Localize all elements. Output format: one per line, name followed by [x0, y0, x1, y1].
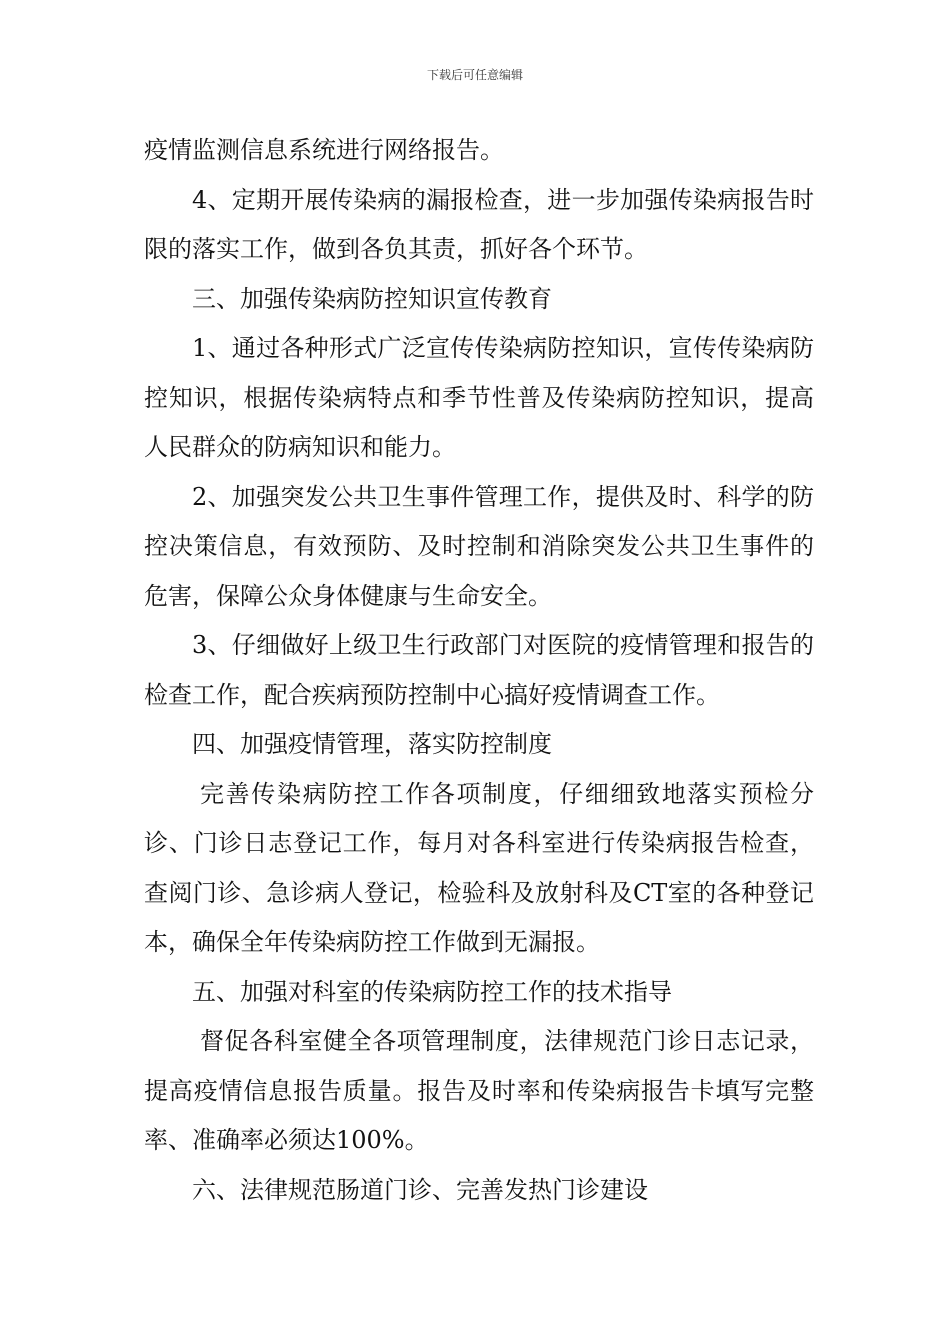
paragraph-item-3: 3、仔细做好上级卫生行政部门对医院的疫情管理和报告的检查工作，配合疾病预防控制中心搞好疫情调查工作。 — [144, 631, 814, 709]
paragraph-item-1: 1、通过各种形式广泛宣传传染病防控知识，宣传传染病防控知识，根据传染病特点和季节性普及传染病防控知识，提高人民群众的防病知识和能力。 — [144, 334, 814, 461]
paragraph-item-2: 2、加强突发公共卫生事件管理工作，提供及时、科学的防控决策信息，有效预防、及时控制和消除突发公共卫生事件的危害，保障公众身体健康与生命安全。 — [144, 482, 814, 610]
document-body — [144, 126, 814, 1215]
page-header: 下载后可任意编辑 — [426, 68, 523, 82]
paragraph-section-4-body: 完善传染病防控工作各项制度，仔细细致地落实预检分诊、门诊日志登记工作，每月对各科室进行传染病报告检查，查阅门诊、急诊病人登记，检验科及放射科及CT室的各种登记本，确保全年传染病防控工作做到无漏报。 — [144, 779, 814, 956]
section-heading-3: 三、加强传染病防控知识宣传教育 — [192, 284, 552, 313]
section-heading-6: 六、法律规范肠道门诊、完善发热门诊建设 — [192, 1175, 648, 1204]
paragraph-section-5-body: 督促各科室健全各项管理制度，法律规范门诊日志记录，提高疫情信息报告质量。报告及时率和传染病报告卡填写完整率、准确率必须达100%。 — [144, 1027, 814, 1154]
section-heading-5: 五、加强对科室的传染病防控工作的技术指导 — [192, 977, 672, 1006]
section-heading-4: 四、加强疫情管理，落实防控制度 — [192, 730, 552, 758]
paragraph-item-4: 4、定期开展传染病的漏报检查，进一步加强传染病报告时限的落实工作，做到各负其责，抓好各个环节。 — [144, 185, 814, 263]
paragraph-continuation: 疫情监测信息系统进行网络报告。 — [144, 136, 504, 164]
